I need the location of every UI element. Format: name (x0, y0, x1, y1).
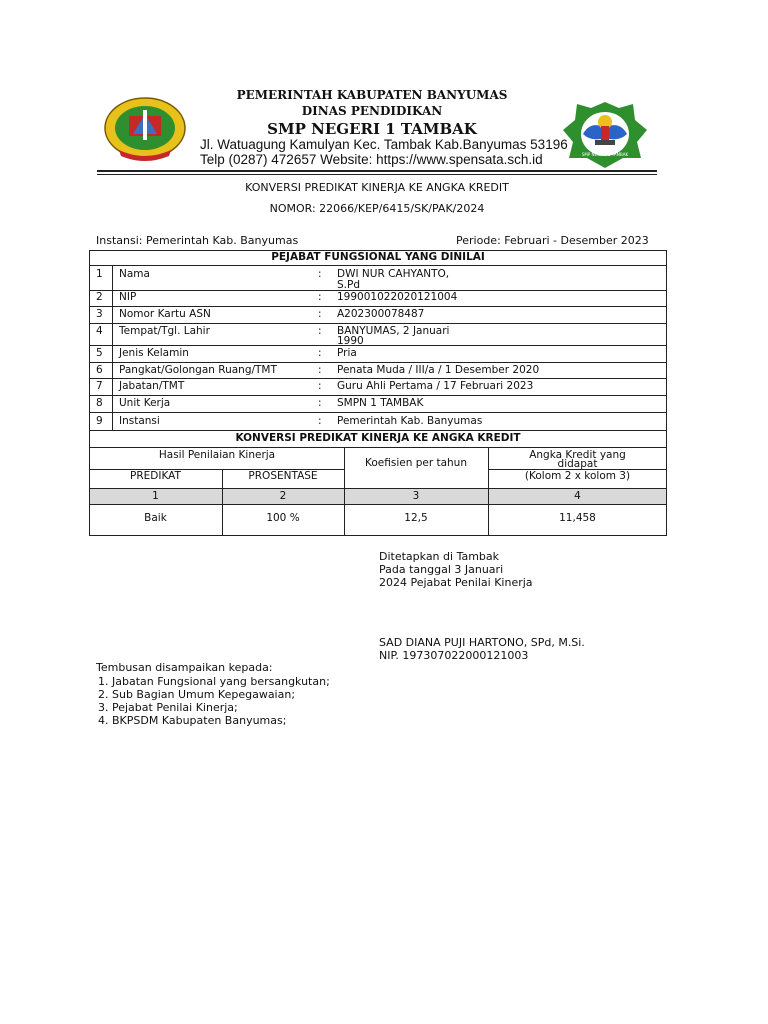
row-8-no: 8 (96, 397, 103, 409)
col-number-3: 3 (412, 490, 420, 502)
banyumas-emblem-icon (103, 96, 187, 164)
col-number-4: 4 (574, 490, 581, 502)
section1-title: PEJABAT FUNGSIONAL YANG DINILAI (271, 251, 485, 263)
header-line2: DINAS PENDIDIKAN (301, 104, 443, 118)
tembusan-item-3: 3. Pejabat Penilai Kinerja; (98, 701, 238, 714)
school-emblem-icon (561, 98, 649, 170)
row-4-sep: : (318, 325, 322, 337)
tembusan-item-4: 4. BKPSDM Kabupaten Banyumas; (98, 714, 287, 727)
angka-header-line1: Angka Kredit yang (529, 449, 626, 461)
section2-title: KONVERSI PREDIKAT KINERJA KE ANGKA KREDIT (235, 432, 521, 444)
signer-name: SAD DIANA PUJI HARTONO, SPd, M.Si. (379, 636, 585, 649)
row-5-sep: : (318, 347, 322, 359)
row-divider (89, 345, 667, 346)
row-6-no: 6 (96, 364, 103, 376)
value-predikat: Baik (144, 512, 167, 524)
row-9-no: 9 (96, 415, 103, 427)
row-3-label: Nomor Kartu ASN (119, 308, 211, 320)
row-5-value: Pria (337, 347, 357, 359)
row-8-label: Unit Kerja (119, 397, 171, 409)
tembusan-item-2: 2. Sub Bagian Umum Kepegawaian; (98, 688, 296, 701)
row-divider (89, 362, 667, 363)
row-9-sep: : (318, 415, 322, 427)
row-3-sep: : (318, 308, 322, 320)
predikat-header: PREDIKAT (130, 470, 181, 482)
row-5-label: Jenis Kelamin (119, 347, 189, 359)
row-7-no: 7 (96, 380, 103, 392)
row-divider (89, 306, 667, 307)
row-7-sep: : (318, 380, 322, 392)
row-divider (89, 265, 667, 266)
row-4-value2: 1990 (337, 335, 364, 347)
tembusan-item-1: 1. Jabatan Fungsional yang bersangkutan; (98, 675, 330, 688)
row-8-sep: : (318, 397, 322, 409)
left-logo (103, 96, 187, 164)
signer-nip: NIP. 197307022000121003 (379, 649, 529, 662)
row-2-no: 2 (96, 291, 103, 303)
angka-header-line2: didapat (557, 458, 598, 470)
value-prosentase: 100 % (266, 512, 300, 524)
col-divider (112, 265, 113, 430)
school-name: SMP NEGERI 1 TAMBAK (267, 120, 477, 138)
header-contact: Telp (0287) 472657 Website: https://www.spensata.sch.id (200, 152, 543, 167)
row-2-value: 199001022020121004 (337, 291, 458, 303)
col-number-2: 2 (279, 490, 287, 502)
row-divider (89, 412, 667, 413)
row-1-label: Nama (119, 268, 150, 280)
row-6-label: Pangkat/Golongan Ruang/TMT (119, 364, 277, 376)
hasil-header: Hasil Penilaian Kinerja (158, 449, 276, 461)
koefisien-header: Koefisien per tahun (365, 457, 467, 469)
row-4-value: BANYUMAS, 2 Januari (337, 325, 450, 337)
row-divider (89, 395, 667, 396)
row-1-value: DWI NUR CAHYANTO, (337, 268, 450, 280)
header-rule-thick (97, 170, 657, 172)
row-divider (89, 323, 667, 324)
col-number-1: 1 (152, 490, 159, 502)
right-logo-text: SMP NEGERI 1 TAMBAK (581, 152, 629, 157)
prosentase-header: PROSENTASE (248, 470, 318, 482)
row-2-label: NIP (119, 291, 137, 303)
instansi-label: Instansi: Pemerintah Kab. Banyumas (96, 234, 299, 247)
signature-date: Pada tanggal 3 Januari (379, 563, 504, 576)
row-2-sep: : (318, 291, 322, 303)
header-line1: PEMERINTAH KABUPATEN BANYUMAS (236, 88, 508, 102)
doc-number: NOMOR: 22066/KEP/6415/SK/PAK/2024 (269, 202, 485, 215)
header-address: Jl. Watuagung Kamulyan Kec. Tambak Kab.Banyumas 53196 (200, 137, 568, 152)
header-rule-thin (97, 174, 657, 175)
row-1-value2: S.Pd (337, 279, 360, 291)
value-koefisien: 12,5 (404, 512, 428, 524)
row-6-value: Penata Muda / III/a / 1 Desember 2020 (337, 364, 540, 376)
signature-place: Ditetapkan di Tambak (379, 550, 500, 563)
periode-label: Periode: Februari - Desember 2023 (456, 234, 649, 247)
row-1-sep: : (318, 268, 322, 280)
row-divider (89, 447, 667, 448)
row-7-value: Guru Ahli Pertama / 17 Februari 2023 (337, 380, 534, 392)
row-divider (89, 378, 667, 379)
row-7-label: Jabatan/TMT (119, 380, 185, 392)
row-9-value: Pemerintah Kab. Banyumas (337, 415, 483, 427)
row-3-value: A202300078487 (337, 308, 425, 320)
doc-title: KONVERSI PREDIKAT KINERJA KE ANGKA KREDIT (245, 181, 509, 194)
signature-role: 2024 Pejabat Penilai Kinerja (379, 576, 533, 589)
row-5-no: 5 (96, 347, 103, 359)
value-angka-kredit: 11,458 (559, 512, 596, 524)
row-divider (89, 430, 667, 431)
row-8-value: SMPN 1 TAMBAK (337, 397, 424, 409)
row-3-no: 3 (96, 308, 103, 320)
kolom-header: (Kolom 2 x kolom 3) (524, 470, 631, 482)
tembusan-title: Tembusan disampaikan kepada: (96, 661, 273, 674)
row-6-sep: : (318, 364, 322, 376)
row-9-label: Instansi (119, 415, 160, 427)
right-logo (561, 98, 649, 170)
row-divider (89, 504, 667, 505)
row-4-label: Tempat/Tgl. Lahir (119, 325, 210, 337)
row-1-no: 1 (96, 268, 103, 280)
row-4-no: 4 (96, 325, 103, 337)
